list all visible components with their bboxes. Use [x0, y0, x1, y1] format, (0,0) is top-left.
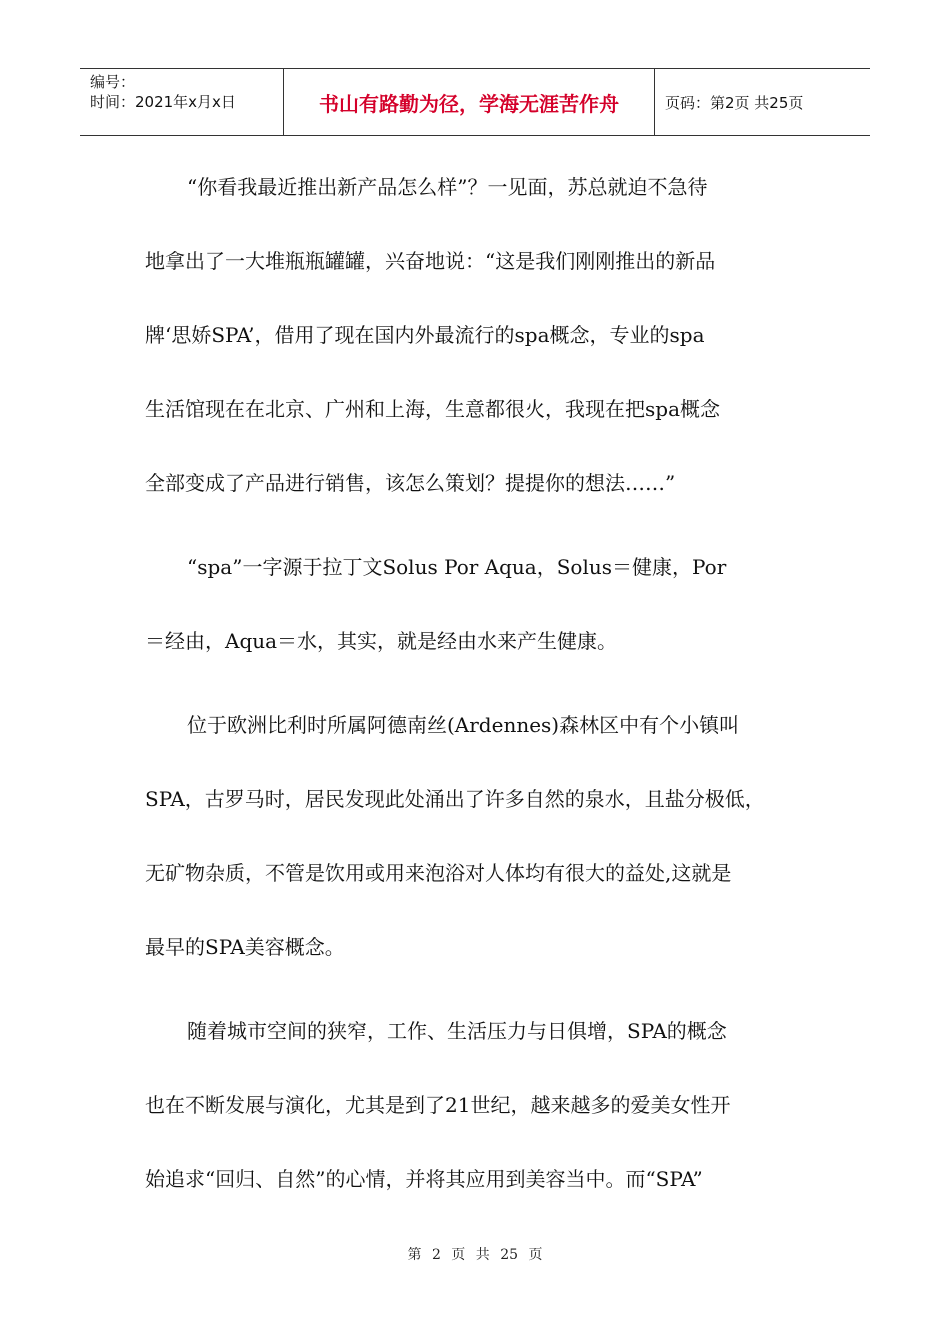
header-table — [80, 68, 870, 136]
text-line: “spa”一字源于拉丁文Solus Por Aqua，Solus＝健康，Por — [187, 555, 727, 579]
header-motto: 书山有路勤为径，学海无涯苦作舟 — [283, 69, 655, 135]
text-line: 始追求“回归、自然”的心情，并将其应用到美容当中。而“SPA” — [145, 1167, 703, 1191]
text-line: 也在不断发展与演化，尤其是到了21世纪，越来越多的爱美女性开 — [145, 1093, 731, 1117]
text-line: 最早的SPA美容概念。 — [145, 935, 345, 959]
document-time-label: 时间：2021年x月x日 — [90, 93, 236, 111]
paragraph — [145, 530, 825, 678]
text-line: 全部变成了产品进行销售，该怎么策划？提提你的想法……” — [145, 471, 676, 495]
text-line: 位于欧洲比利时所属阿德南丝(Ardennes)森林区中有个小镇叫 — [187, 713, 740, 737]
header-meta — [80, 69, 283, 135]
text-line: 生活馆现在在北京、广州和上海，生意都很火，我现在把spa概念 — [145, 397, 720, 421]
text-line: 随着城市空间的狭窄，工作、生活压力与日俱增，SPA的概念 — [187, 1019, 727, 1043]
document-body — [145, 150, 825, 1216]
text-line: ＝经由，Aqua＝水，其实，就是经由水来产生健康。 — [145, 629, 618, 653]
paragraph — [145, 994, 825, 1216]
paragraph — [145, 150, 825, 520]
page-footer: 第 2 页 共 25 页 — [407, 1247, 543, 1263]
text-line: 牌‘思娇SPA’，借用了现在国内外最流行的spa概念，专业的spa — [145, 323, 705, 347]
document-number-label: 编号： — [90, 73, 136, 91]
paragraph — [145, 688, 825, 984]
text-line: 无矿物杂质，不管是饮用或用来泡浴对人体均有很大的益处,这就是 — [145, 861, 732, 885]
text-line: “你看我最近推出新产品怎么样”？一见面，苏总就迫不急待 — [187, 175, 708, 199]
header-page-info: 页码：第2页 共25页 — [665, 93, 804, 112]
text-line: 地拿出了一大堆瓶瓶罐罐，兴奋地说：“这是我们刚刚推出的新品 — [145, 249, 716, 273]
text-line: SPA，古罗马时，居民发现此处涌出了许多自然的泉水，且盐分极低， — [145, 787, 765, 811]
